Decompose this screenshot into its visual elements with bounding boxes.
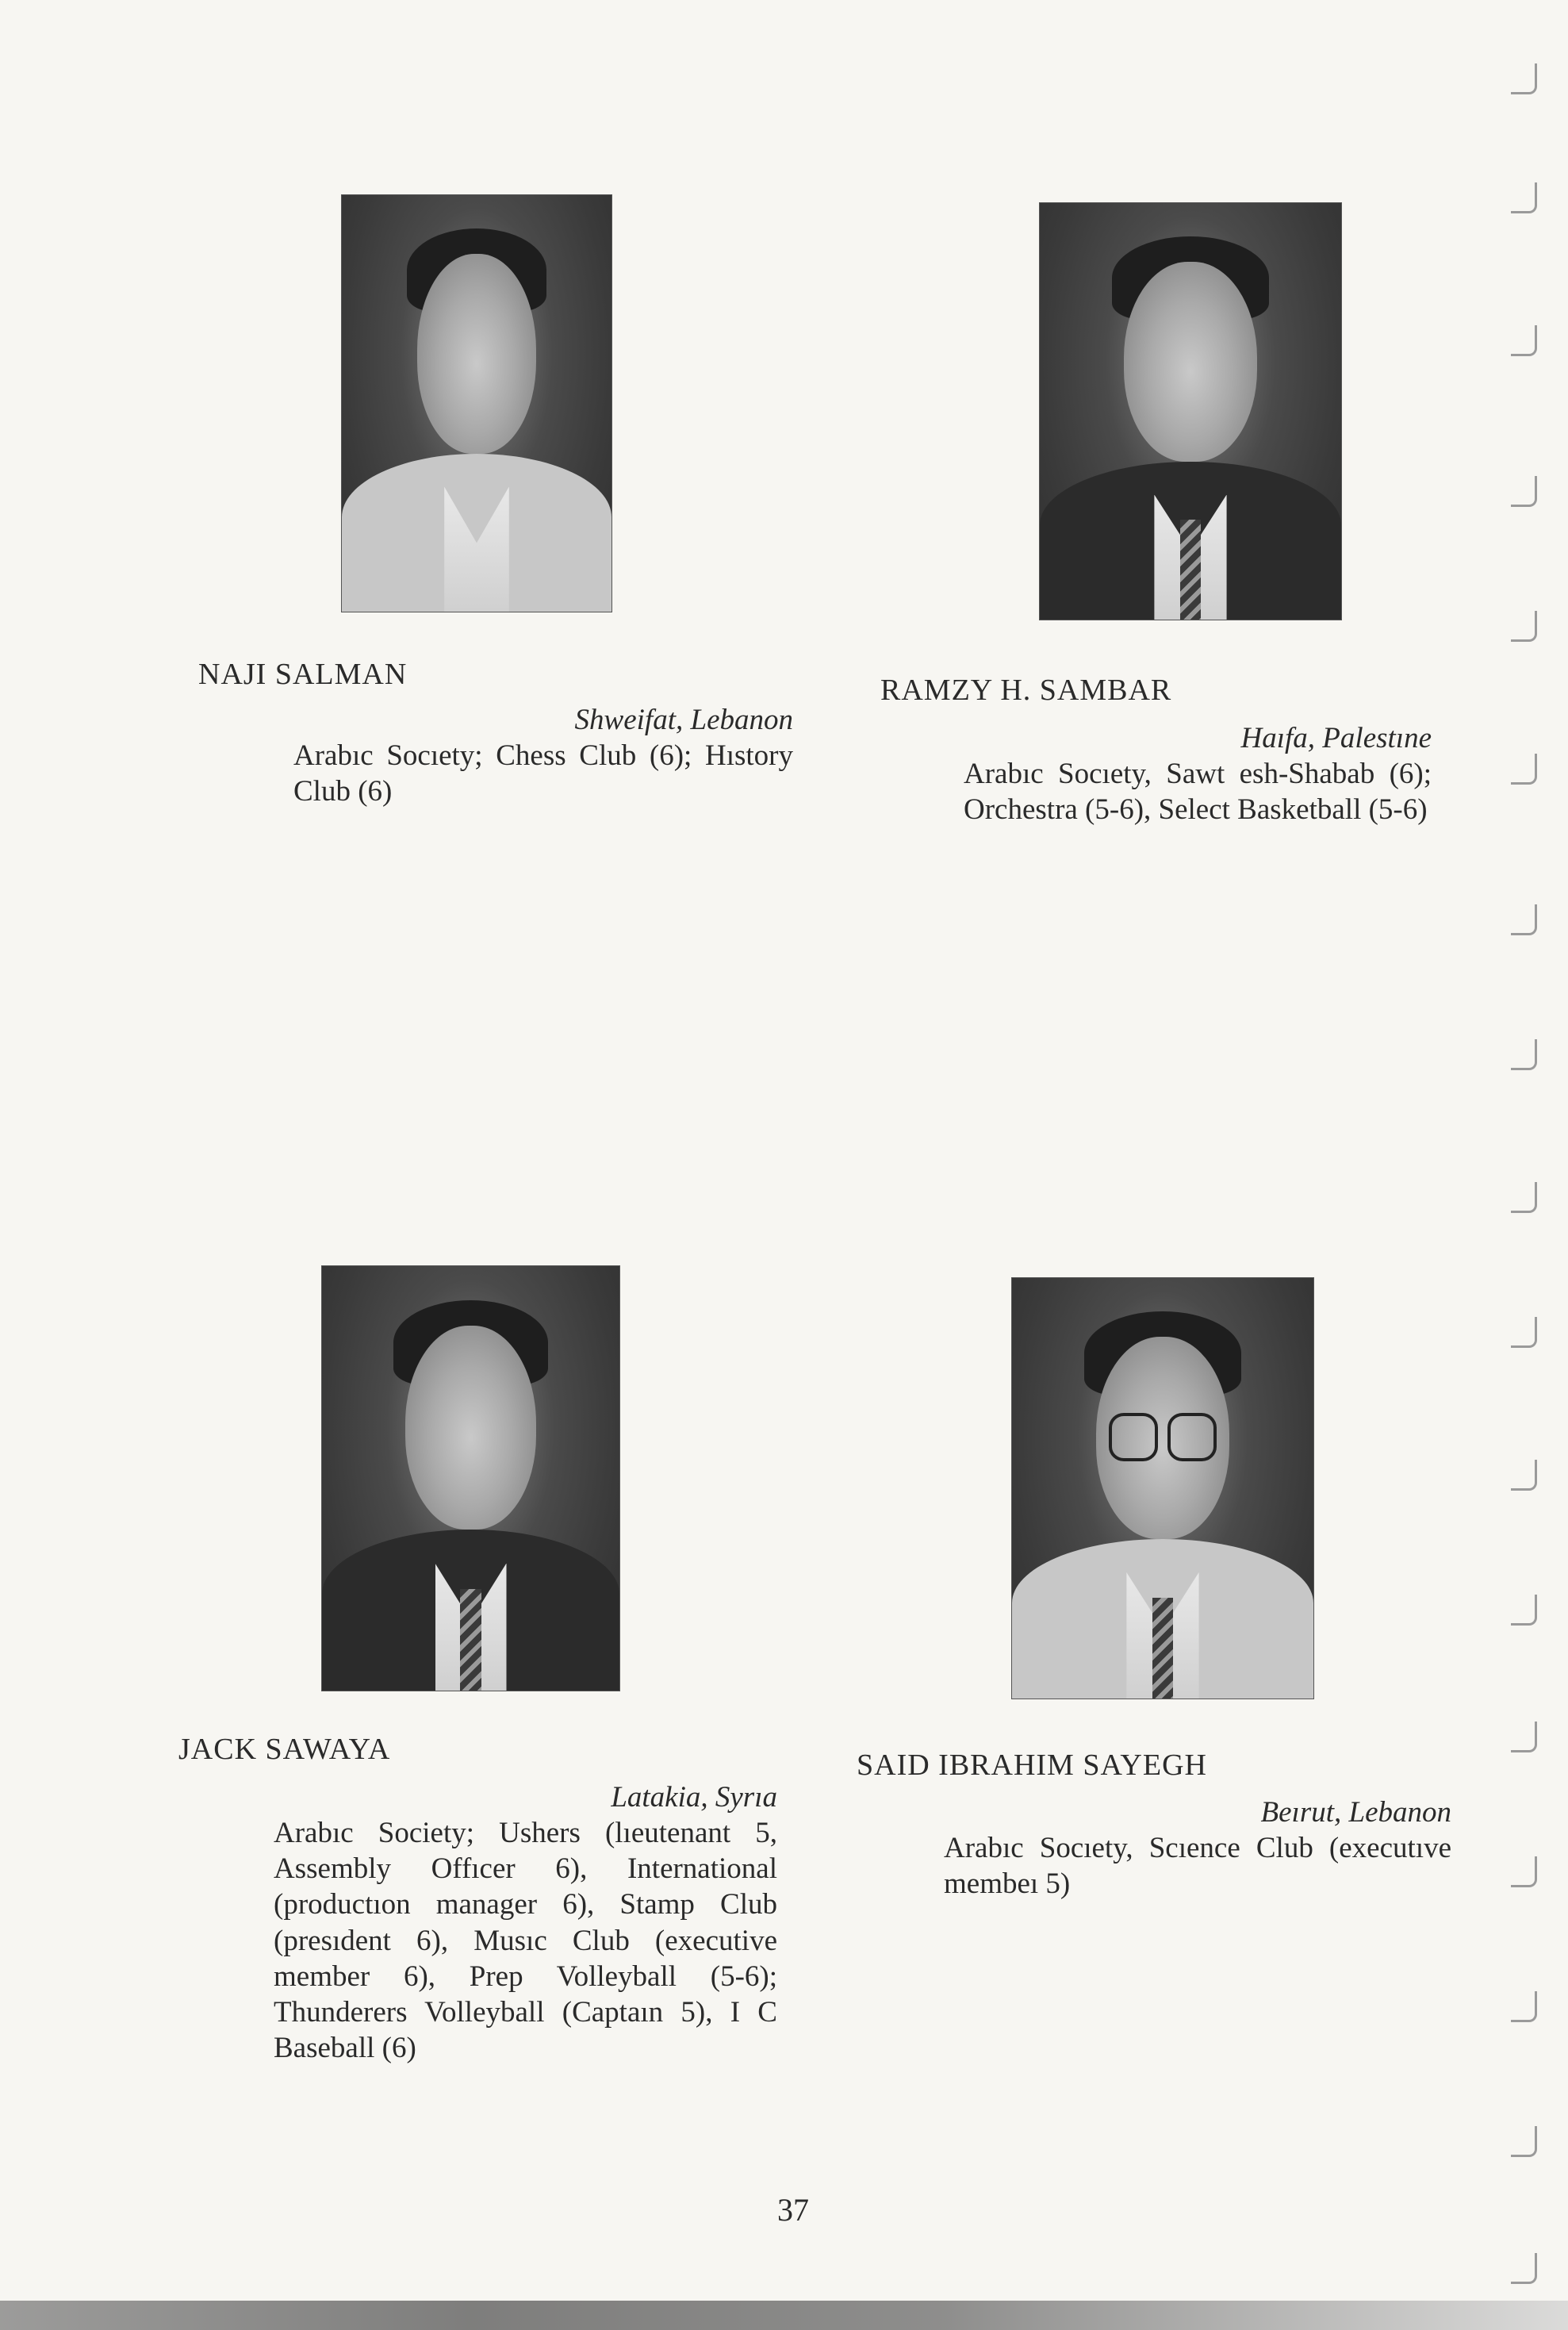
student-entry xyxy=(944,1795,1451,1902)
student-name: RAMZY H. SAMBAR xyxy=(880,674,1172,707)
student-entry xyxy=(274,1779,777,2066)
student-name: NAJI SALMAN xyxy=(198,658,408,691)
photo-naji-salman xyxy=(341,194,612,612)
page-bottom-edge xyxy=(0,2301,1568,2330)
tie-shape xyxy=(1180,520,1202,620)
tie-shape xyxy=(460,1589,481,1691)
student-name: SAID IBRAHIM SAYEGH xyxy=(857,1748,1207,1782)
student-hometown: Haıfa, Palestıne xyxy=(1240,722,1432,754)
student-entry xyxy=(964,720,1432,827)
eyeglasses-shape xyxy=(1109,1413,1217,1455)
student-activities: Arabıc Socıety, Sawt esh-Shabab (6); Orchestra (5-6), Select Basketball (5-6) xyxy=(964,758,1432,827)
student-hometown: Latakia, Syrıa xyxy=(611,1781,777,1814)
student-activities: Arabıc Socıety, Scıence Club (executıve membeı 5) xyxy=(944,1832,1451,1901)
page-number: 37 xyxy=(777,2192,809,2228)
photo-jack-sawaya xyxy=(321,1265,620,1691)
face-shape xyxy=(417,254,536,454)
face-shape xyxy=(405,1326,536,1530)
photo-ramzy-sambar xyxy=(1039,202,1342,620)
student-name: JACK SAWAYA xyxy=(178,1733,391,1766)
tie-shape xyxy=(1152,1598,1174,1699)
student-entry xyxy=(293,702,793,809)
student-hometown: Beırut, Lebanon xyxy=(1260,1796,1451,1829)
face-shape xyxy=(1124,262,1256,462)
student-hometown: Shweifat, Lebanon xyxy=(574,704,793,736)
photo-said-sayegh xyxy=(1011,1277,1314,1699)
student-activities: Arabıc Society; Ushers (lıeutenant 5, Assembly Offıcer 6), International (productıon manager 6), Stamp Club (presıdent 6), Musıc Club (executive member 6), Prep Volleyball (5-6); Thunderers Volleyball (Captaın 5), I C Baseball (6) xyxy=(274,1817,777,2064)
student-activities: Arabıc Socıety; Chess Club (6); Hıstory Club (6) xyxy=(293,739,793,808)
